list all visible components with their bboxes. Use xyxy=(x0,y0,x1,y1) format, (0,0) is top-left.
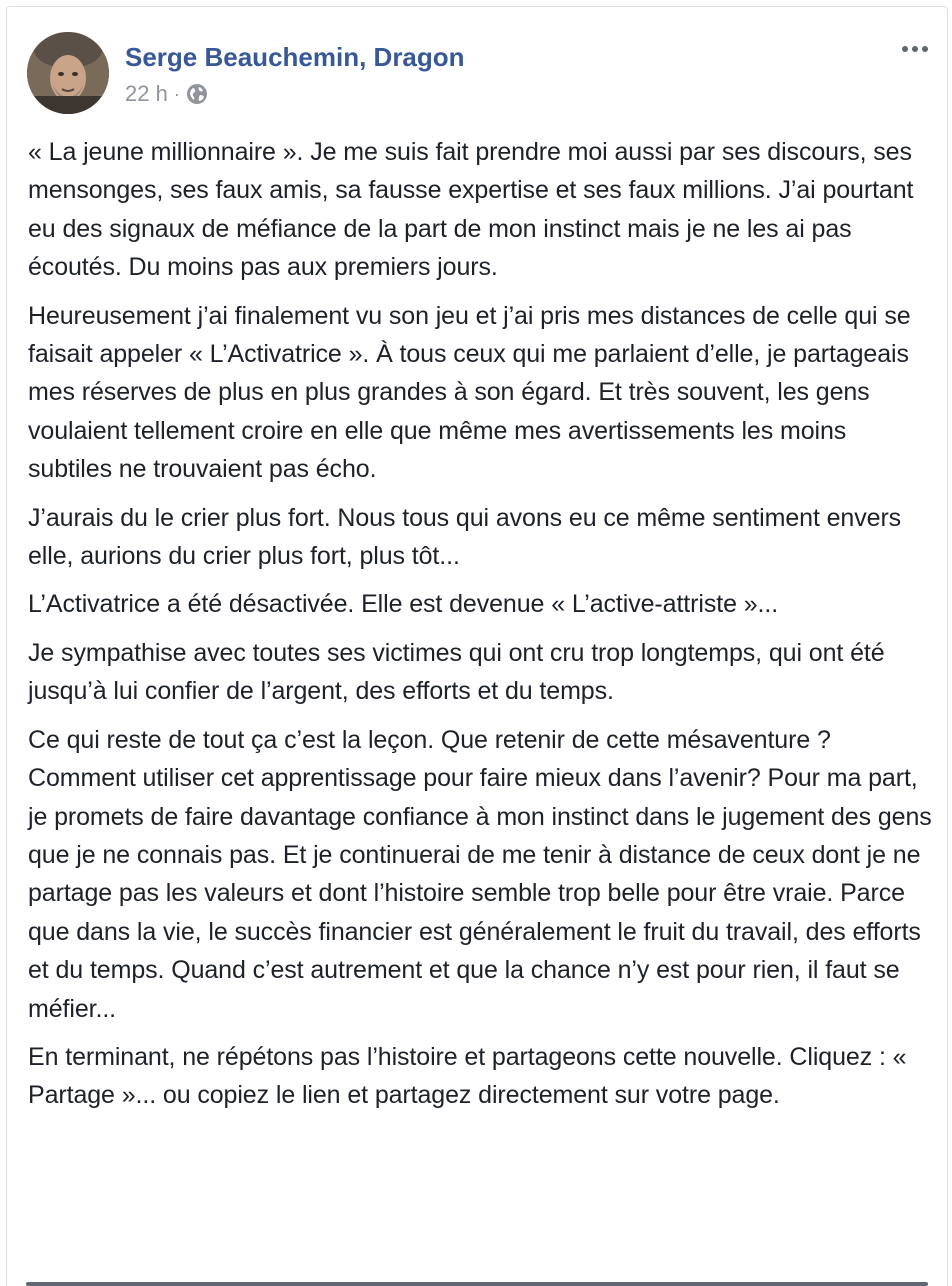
post-paragraph: Ce qui reste de tout ça c’est la leçon. Que retenir de cette mésaventure ? Comment utiliser cet apprentissage pour faire mieux dans l’avenir? Pour ma part, je promets de faire davantage confiance à mon instinct dans le jugement des gens que je ne connais pas. Et je continuerai de me tenir à distance de ceux dont je ne partage pas les valeurs et dont l’histoire semble trop belle pour être vraie. Parce que dans la vie, le succès financier est généralement le fruit du travail, des efforts et du temps. Quand c’est autrement et que la chance n’y est pour rien, il faut se méfier... xyxy=(28,725,932,1023)
post-timestamp[interactable]: 22 h xyxy=(125,81,168,106)
post-paragraph: L’Activatrice a été désactivée. Elle est devenue « L’active-attriste »... xyxy=(28,590,779,619)
more-dot xyxy=(922,46,928,52)
post-paragraph: Heureusement j’ai finalement vu son jeu et j’ai pris mes distances de celle qui se faisait appeler « L’Activatrice ». À tous ceux qui me parlaient d’elle, je partageais mes réserves de plus en plus grandes à son égard. Et très souvent, les gens voulaient tellement croire en elle que même mes avertissements les moins subtiles ne trouvaient pas écho. xyxy=(28,301,911,484)
post-paragraph: J’aurais du le crier plus fort. Nous tous qui avons eu ce même sentiment envers elle, aurions du crier plus fort, plus tôt... xyxy=(28,503,902,571)
globe-icon[interactable] xyxy=(186,83,208,105)
post-paragraph: « La jeune millionnaire ». Je me suis fait prendre moi aussi par ses discours, ses mensonges, ses faux amis, sa fausse expertise et ses faux millions. J’ai pourtant eu des signaux de méfiance de la part de mon instinct mais je ne les ai pas écoutés. Du moins pas aux premiers jours. xyxy=(28,138,914,282)
more-dot xyxy=(902,46,908,52)
author-avatar[interactable] xyxy=(27,32,109,114)
post-card xyxy=(6,6,948,1286)
more-dot xyxy=(912,46,918,52)
link-preview-edge xyxy=(26,1282,928,1286)
post-paragraph: Je sympathise avec toutes ses victimes qui ont cru trop longtemps, qui ont été jusqu’à lui confier de l’argent, des efforts et du temps. xyxy=(28,638,885,706)
avatar-photo xyxy=(27,32,109,114)
post-meta xyxy=(125,79,208,109)
author-name-link[interactable]: Serge Beauchemin, Dragon xyxy=(125,42,465,72)
post-body xyxy=(28,133,933,1125)
more-options-icon[interactable] xyxy=(897,37,933,61)
meta-separator: · xyxy=(173,84,180,104)
post-paragraph: En terminant, ne répétons pas l’histoire et partageons cette nouvelle. Cliquez : « Partage »... ou copiez le lien et partagez directement sur votre page. xyxy=(28,1042,907,1110)
